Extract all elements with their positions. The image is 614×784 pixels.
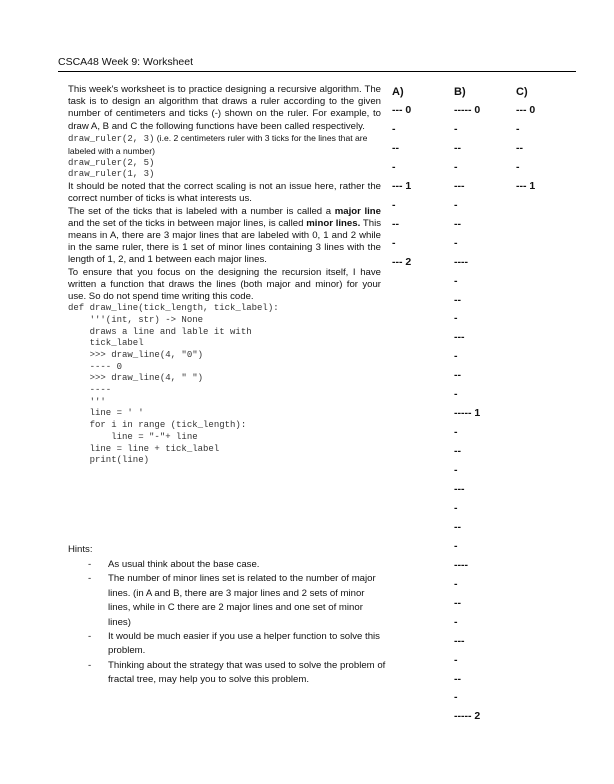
minor-tick: - bbox=[454, 312, 458, 325]
minor-tick: -- bbox=[454, 520, 461, 533]
ruler-c-label: C) bbox=[516, 86, 528, 98]
ruler-a-label: A) bbox=[392, 86, 404, 98]
worksheet-header: CSCA48 Week 9: Worksheet bbox=[58, 56, 194, 68]
example-call-c: draw_ruler(1, 3) bbox=[68, 169, 155, 180]
minor-tick: - bbox=[454, 691, 458, 704]
example-call-b: draw_ruler(2, 5) bbox=[68, 157, 155, 168]
minor-tick: -- bbox=[392, 141, 399, 154]
hints-list bbox=[88, 558, 388, 688]
minor-tick: -- bbox=[454, 217, 461, 230]
minor-tick: - bbox=[454, 160, 458, 173]
major-tick: ----- 2 bbox=[454, 710, 481, 723]
helper-note: To ensure that you focus on the designing the recursion itself, I have written a function that draws the lines (both major and minor) for your use. So do not spend time writing this code. bbox=[68, 266, 381, 302]
minor-tick: - bbox=[516, 160, 520, 173]
major-tick: ----- 0 bbox=[454, 104, 481, 116]
minor-tick: - bbox=[454, 198, 458, 211]
minor-tick: ---- bbox=[454, 558, 468, 571]
hint-item: - It would be much easier if you use a helper function to solve this problem. bbox=[88, 630, 388, 659]
scaling-note: It should be noted that the correct scaling is not an issue here, rather the correct number of ticks is what interests us. bbox=[68, 181, 381, 205]
major-tick: --- 0 bbox=[516, 104, 536, 116]
hints-label: Hints: bbox=[68, 544, 93, 555]
minor-tick: - bbox=[454, 274, 458, 287]
minor-tick: - bbox=[454, 577, 458, 590]
minor-tick: - bbox=[392, 198, 396, 211]
major-tick: ----- 1 bbox=[454, 407, 481, 420]
definition-text-2: and the set of the ticks in between major lines, is called bbox=[68, 217, 307, 229]
major-tick: --- 1 bbox=[516, 179, 536, 192]
minor-tick: - bbox=[454, 539, 458, 552]
minor-tick: - bbox=[392, 122, 396, 135]
major-tick: --- 0 bbox=[392, 104, 412, 116]
minor-tick: --- bbox=[454, 331, 465, 344]
hint-item: - As usual think about the base case. bbox=[88, 558, 388, 572]
call-a-code: draw_ruler(2, 3) bbox=[68, 133, 155, 144]
minor-tick: -- bbox=[454, 293, 461, 306]
minor-tick: -- bbox=[454, 141, 461, 154]
instructions bbox=[68, 84, 381, 467]
minor-tick: - bbox=[454, 615, 458, 628]
header-divider bbox=[58, 71, 576, 72]
minor-tick: - bbox=[392, 236, 396, 249]
minor-tick: -- bbox=[454, 672, 461, 685]
major-tick: --- 2 bbox=[392, 255, 412, 268]
minor-tick: - bbox=[392, 160, 396, 173]
minor-tick: -- bbox=[454, 369, 461, 382]
minor-tick: - bbox=[454, 464, 458, 477]
minor-tick: --- bbox=[454, 634, 465, 647]
minor-tick: - bbox=[454, 122, 458, 135]
definitions-paragraph bbox=[68, 206, 381, 267]
minor-tick: - bbox=[454, 350, 458, 363]
minor-tick: - bbox=[454, 426, 458, 439]
term-minor-lines: minor lines. bbox=[306, 217, 361, 229]
minor-tick: ---- bbox=[454, 255, 468, 268]
minor-tick: -- bbox=[454, 445, 461, 458]
example-call-a bbox=[68, 133, 381, 158]
intro-paragraph: This week's worksheet is to practice designing a recursive algorithm. The task is to design an algorithm that draws a ruler according to the given number of centimeters and ticks (-) shown on the ruler. For example, to draw A, B and C the following functions have been called respectively. bbox=[68, 84, 381, 132]
hint-item: - Thinking about the strategy that was used to solve the problem of fractal tree, may help you to solve this problem. bbox=[88, 659, 388, 688]
major-tick: --- 1 bbox=[392, 179, 412, 192]
call-a-note: (i.e. 2 centimeters ruler with 3 ticks for the lines that are labeled with a number) bbox=[68, 132, 368, 156]
minor-tick: - bbox=[454, 501, 458, 514]
draw-line-code: def draw_line(tick_length, tick_label): '''(int, str) -> None draws a line and lable it with tick_label >>> draw_line(4, "0") ---- 0 >>> draw_line(4, " ") ---- ''' line = ' ' for i in range (tick_length): line = "-"+ line line = line + tick_label print(line) bbox=[68, 303, 279, 466]
definition-text-1: The set of the ticks that is labeled with a number is called a bbox=[68, 205, 335, 217]
term-major-line: major line bbox=[334, 205, 381, 217]
ruler-b-label: B) bbox=[454, 86, 466, 98]
minor-tick: --- bbox=[454, 179, 465, 192]
minor-tick: -- bbox=[516, 141, 523, 154]
minor-tick: --- bbox=[454, 483, 465, 495]
minor-tick: -- bbox=[454, 596, 461, 609]
definition-text-3: This means in A, there are 3 major lines that are labeled with 0, 1 and 2 while in the same ruler, there is 1 set of minor lines containing 3 lines with the length of 1, 2, and 1 between each major lines. bbox=[68, 217, 381, 266]
minor-tick: - bbox=[454, 388, 458, 401]
example-calls bbox=[68, 133, 381, 181]
hint-item: - The number of minor lines set is related to the number of major lines. (in A and B, there are 3 major lines and 2 sets of minor lines, while in C there are 2 major lines and one set of minor lines) bbox=[88, 572, 388, 630]
minor-tick: -- bbox=[392, 217, 399, 230]
minor-tick: - bbox=[454, 653, 458, 666]
minor-tick: - bbox=[454, 236, 458, 249]
minor-tick: - bbox=[516, 122, 520, 135]
